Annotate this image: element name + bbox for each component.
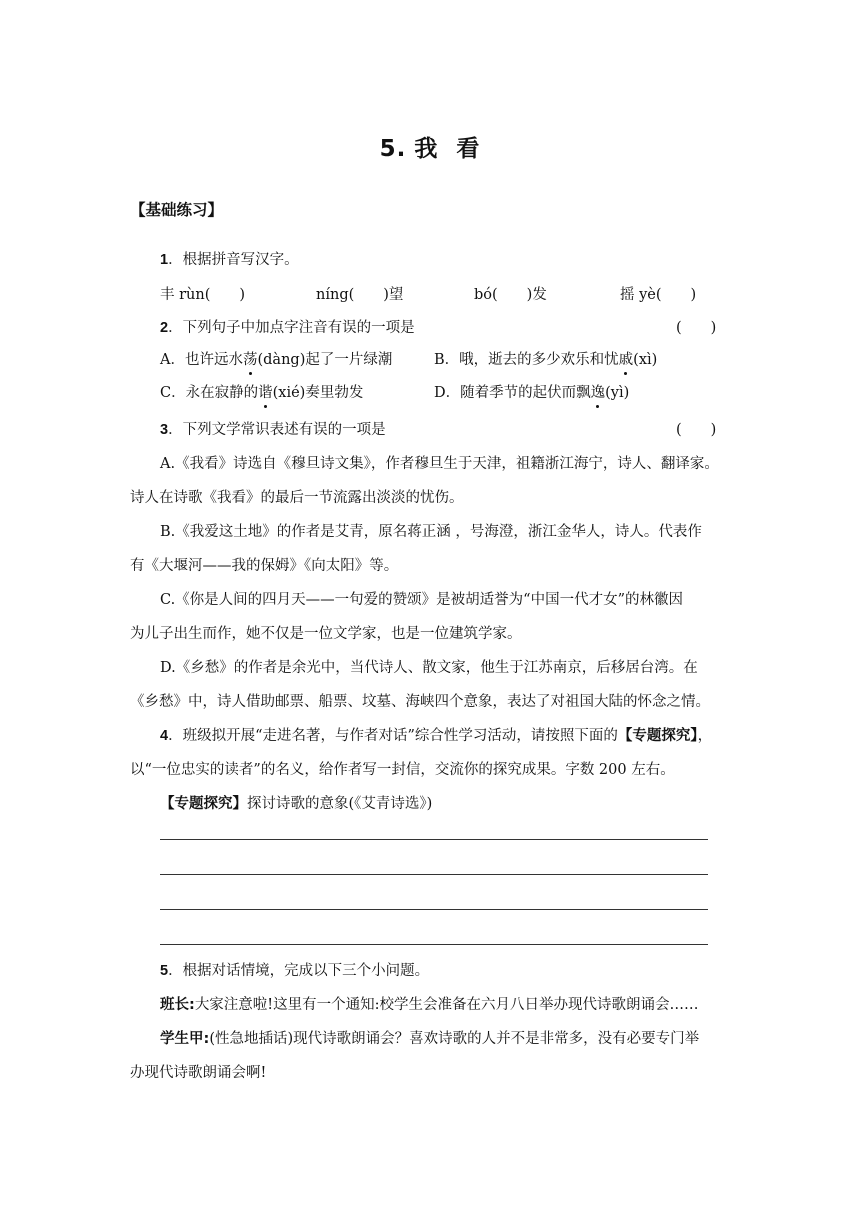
title-part2: 看 — [456, 136, 481, 162]
q2-a-pre: A．也许远水 — [160, 352, 243, 368]
title-dot: . — [396, 136, 407, 162]
section-heading: 【基础练习】 — [130, 201, 224, 219]
q5-monitor-line — [160, 995, 699, 1015]
q4-line1 — [160, 726, 712, 746]
q4-line1-end: ， — [697, 728, 713, 744]
q3-option-b-line2: 有《大堰河——我的保姆》《向太阳》等。 — [130, 558, 399, 574]
q2-b-pre: B．哦，逝去的多少欢乐和忧 — [434, 352, 619, 368]
q2-a-dotted-char: 荡 — [242, 352, 258, 368]
q2-c-post: (xié)奏里勃发 — [272, 385, 364, 401]
q1-blank-2: níng( )望 — [316, 287, 404, 303]
title-number: 5 — [379, 136, 397, 162]
q5-monitor-label: 班长: — [160, 997, 195, 1013]
q2-b-post: (xì) — [633, 352, 658, 368]
q5-number: 5 — [160, 963, 169, 979]
q2-b-dotted-char: 戚 — [618, 352, 634, 368]
q1-stem-text: ．根据拼音写汉字。 — [168, 252, 299, 268]
q2-number: 2 — [160, 320, 169, 336]
q4-number: 4 — [160, 728, 169, 744]
q3-option-d-line2: 《乡愁》中，诗人借助邮票、船票、坟墓、海峡四个意象，表达了对祖国大陆的怀念之情。 — [130, 694, 710, 710]
q2-answer-paren: ( ) — [676, 320, 717, 336]
q3-option-b-line1: B.《我爱这土地》的作者是艾青，原名蒋正涵 ，号海澄，浙江金华人，诗人。代表作 — [160, 524, 702, 540]
answer-line-1[interactable] — [160, 839, 708, 840]
q5-monitor-text: 大家注意啦!这里有一个通知:校学生会准备在六月八日举办现代诗歌朗诵会…… — [194, 997, 699, 1013]
q3-option-c-line2: 为儿子出生而作，她不仅是一位文学家，也是一位建筑学家。 — [130, 626, 522, 642]
q4-topic-text: 探讨诗歌的意象(《艾青诗选》) — [247, 796, 433, 812]
q3-answer-paren: ( ) — [676, 422, 717, 438]
q2-d-dotted-char: 逸 — [590, 385, 606, 401]
q1-number: 1 — [160, 252, 169, 268]
q4-line2: 以“一位忠实的读者”的名义，给作者写一封信，交流你的探究成果。字数 200 左右。 — [130, 762, 675, 778]
q5-stem-text: ．根据对话情境，完成以下三个小问题。 — [168, 963, 430, 979]
q2-d-pre: D．随着季节的起伏而飘 — [434, 385, 591, 401]
q5-student-text1: (性急地插话)现代诗歌朗诵会？喜欢诗歌的人并不是非常多，没有必要专门举 — [209, 1031, 700, 1047]
q3-option-a-line2: 诗人在诗歌《我看》的最后一节流露出淡淡的忧伤。 — [130, 490, 464, 506]
q1-blank-3: bó( )发 — [474, 287, 547, 303]
q2-option-b — [434, 350, 657, 370]
q3-stem-text: ．下列文学常识表述有误的一项是 — [168, 422, 386, 438]
q4-topic — [160, 794, 432, 814]
q2-c-dotted-char: 谐 — [258, 385, 273, 401]
q3-option-d-line1: D.《乡愁》的作者是余光中，当代诗人、散文家，他生于江苏南京，后移居台湾。在 — [160, 660, 698, 676]
q2-option-c — [160, 383, 363, 403]
q2-option-d — [434, 383, 629, 403]
answer-line-4[interactable] — [160, 944, 708, 945]
q2-d-post: (yì) — [605, 385, 630, 401]
q1-blank-4: 摇 yè( ) — [620, 287, 697, 303]
q4-topic-label: 【专题探究】 — [160, 796, 247, 812]
q5-student-label: 学生甲: — [160, 1031, 210, 1047]
q5-stem — [160, 961, 429, 981]
q5-student-line2: 办现代诗歌朗诵会啊! — [130, 1065, 267, 1081]
title-part1: 我 — [414, 136, 439, 162]
q3-option-c-line1: C.《你是人间的四月天——一句爱的赞颂》是被胡适誉为“中国一代才女”的林徽因 — [160, 592, 684, 608]
q2-option-a — [160, 350, 392, 370]
q5-student-line1 — [160, 1029, 699, 1049]
q1-stem — [160, 250, 299, 270]
q4-line1-text: ．班级拟开展“走进名著，与作者对话”综合性学习活动，请按照下面的 — [168, 728, 618, 744]
q3-stem — [160, 420, 386, 440]
answer-line-2[interactable] — [160, 874, 708, 875]
q2-c-pre: C．永在寂静的 — [160, 385, 259, 401]
page-title — [0, 130, 860, 163]
q2-stem — [160, 318, 415, 338]
q4-topic-ref: 【专题探究】 — [617, 727, 698, 744]
q3-number: 3 — [160, 422, 169, 438]
answer-line-3[interactable] — [160, 909, 708, 910]
q3-option-a-line1: A.《我看》诗选自《穆旦诗文集》，作者穆旦生于天津，祖籍浙江海宁，诗人、翻译家。 — [160, 456, 719, 472]
q1-blank-1: 丰 rùn( ) — [160, 287, 246, 303]
q2-stem-text: ．下列句子中加点字注音有误的一项是 — [168, 320, 415, 336]
q2-a-post: (dàng)起了一片绿潮 — [257, 352, 393, 368]
